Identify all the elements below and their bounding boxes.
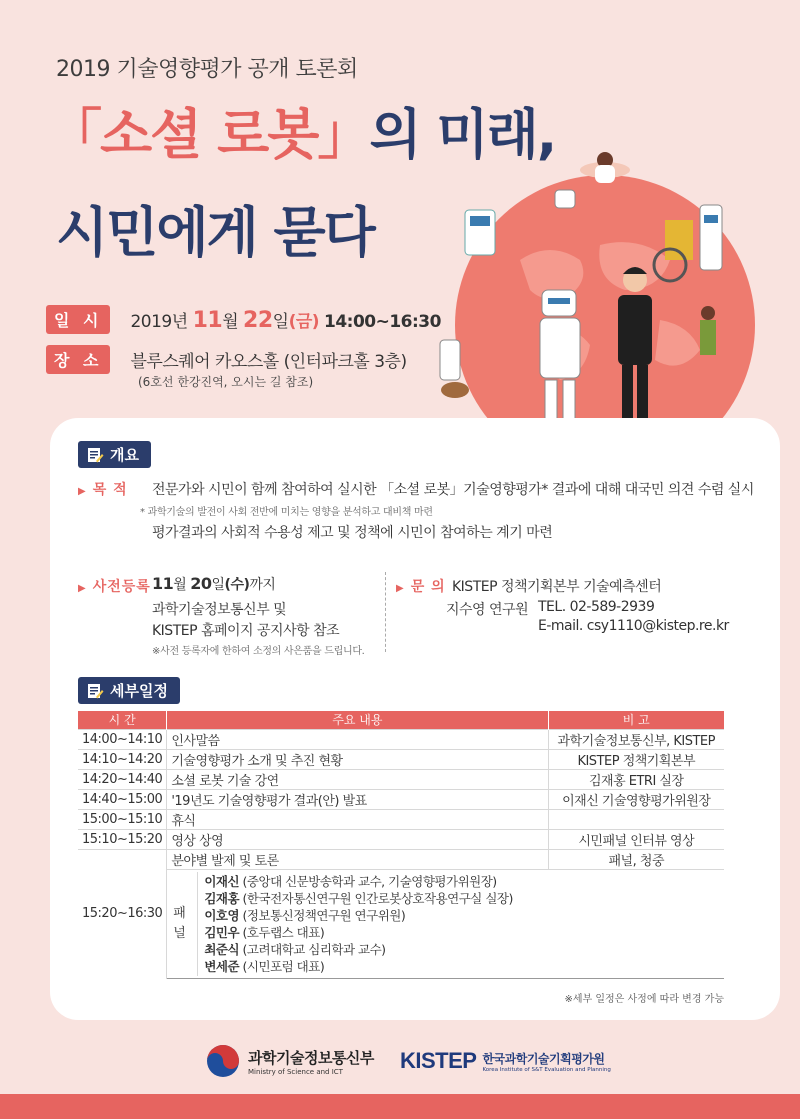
panel-label-1: 패 bbox=[173, 905, 186, 921]
overview-heading-label: 개요 bbox=[110, 446, 139, 464]
event-subtitle: 2019 기술영향평가 공개 토론회 bbox=[56, 57, 358, 82]
msit-logo bbox=[206, 1044, 374, 1078]
bottom-bar bbox=[0, 1094, 800, 1119]
list-item: 김재홍 (한국전자통신연구원 인간로봇상호작용연구실 실장) bbox=[204, 890, 513, 906]
table-row-panel bbox=[78, 869, 724, 978]
col-header-content: 주요 내용 bbox=[167, 711, 548, 729]
taegeuk-icon bbox=[206, 1044, 240, 1078]
triangle-bullet-icon: ▶ bbox=[78, 486, 87, 497]
col-header-time: 시 간 bbox=[78, 711, 167, 729]
man-in-suit-body bbox=[618, 295, 652, 365]
list-item: 최준식 (고려대학교 심리학과 교수) bbox=[204, 941, 386, 957]
wheelchair-person bbox=[665, 220, 693, 260]
row-time: 14:10~14:20 bbox=[78, 749, 167, 769]
service-robot-right bbox=[700, 205, 722, 270]
schedule-heading bbox=[78, 677, 180, 704]
main-title-line2: 시민에게 묻다 bbox=[56, 201, 374, 264]
registration-line2: 과학기술정보통신부 및 bbox=[152, 602, 287, 618]
document-icon bbox=[86, 682, 104, 700]
document-icon bbox=[86, 446, 104, 464]
contact-label: ▶ 문 의 bbox=[396, 579, 446, 595]
date-weekday: (금) bbox=[288, 311, 320, 332]
humanoid-robot-body bbox=[540, 318, 580, 378]
date-month: 11 bbox=[192, 307, 223, 333]
table-row bbox=[78, 829, 724, 849]
walking-man bbox=[700, 320, 716, 355]
overview-heading bbox=[78, 441, 151, 468]
row-time: 14:20~14:40 bbox=[78, 769, 167, 789]
kistep-logo bbox=[400, 1048, 611, 1074]
venue-text: 블루스퀘어 카오스홀 (인터파크홀 3층) bbox=[130, 352, 407, 372]
row-note: 김재홍 ETRI 실장 bbox=[548, 769, 724, 789]
table-header-row bbox=[78, 711, 724, 729]
table-row bbox=[78, 789, 724, 809]
row-content: 휴식 bbox=[167, 809, 548, 829]
contact-org: KISTEP 정책기획본부 기술예측센터 bbox=[452, 579, 662, 595]
col-header-note: 비 고 bbox=[548, 711, 724, 729]
purpose-text: 전문가와 시민이 함께 참여하여 실시한 「소셜 로봇」기술영향평가* 결과에 대해 대국민 의견 수렴 실시 bbox=[152, 482, 754, 498]
msit-name-en: Ministry of Science and ICT bbox=[248, 1067, 343, 1076]
venue-note: (6호선 한강진역, 오시는 길 참조) bbox=[138, 375, 314, 389]
msit-name-ko: 과학기술정보통신부 bbox=[248, 1048, 374, 1067]
list-item: 김민우 (호두랩스 대표) bbox=[204, 924, 325, 940]
registration-note: ※사전 등록자에 한하여 소정의 사은품을 드립니다. bbox=[152, 646, 365, 657]
date-row bbox=[46, 305, 441, 334]
date-day-unit: 일 bbox=[272, 311, 289, 332]
row-time: 15:00~15:10 bbox=[78, 809, 167, 829]
purpose-label: ▶ 목 적 bbox=[78, 482, 128, 498]
venue-row bbox=[46, 345, 407, 374]
seated-woman-body bbox=[595, 165, 615, 183]
triangle-bullet-icon: ▶ bbox=[78, 583, 87, 594]
purpose-footnote: * 과학기술의 발전이 사회 전반에 미치는 영향을 분석하고 대비책 마련 bbox=[140, 507, 433, 518]
schedule-table bbox=[78, 711, 724, 979]
row-time: 14:00~14:10 bbox=[78, 729, 167, 749]
date-day: 22 bbox=[243, 307, 273, 333]
table-row bbox=[78, 809, 724, 829]
date-month-unit: 월 bbox=[222, 311, 239, 332]
registration-label: ▶ 사전등록 bbox=[78, 579, 151, 595]
column-divider bbox=[385, 572, 386, 652]
schedule-footnote: ※세부 일정은 사정에 따라 변경 가능 bbox=[564, 994, 724, 1005]
row-content: 영상 상영 bbox=[167, 829, 548, 849]
date-text bbox=[130, 307, 440, 333]
row-note: 시민패널 인터뷰 영상 bbox=[548, 829, 724, 849]
row-note: KISTEP 정책기획본부 bbox=[548, 749, 724, 769]
row-content: '19년도 기술영향평가 결과(안) 발표 bbox=[167, 789, 548, 809]
title-rest: 의 미래, bbox=[369, 103, 556, 166]
social-robot-illustration bbox=[430, 150, 800, 440]
list-item: 이호영 (정보통신정책연구원 연구위원) bbox=[204, 907, 406, 923]
row-content: 인사말씀 bbox=[167, 729, 548, 749]
date-year: 2019년 bbox=[130, 311, 188, 332]
row-time: 14:40~15:00 bbox=[78, 789, 167, 809]
date-tag: 일 시 bbox=[46, 305, 110, 334]
row-note: 이재신 기술영향평가위원장 bbox=[548, 789, 724, 809]
kistep-mark: KISTEP bbox=[400, 1048, 477, 1073]
registration-date: 11월 20일(수)까지 bbox=[152, 574, 276, 593]
row-note: 과학기술정보통신부, KISTEP bbox=[548, 729, 724, 749]
table-row bbox=[78, 849, 724, 869]
registration-line3: KISTEP 홈페이지 공지사항 참조 bbox=[152, 623, 340, 639]
robot-dog bbox=[555, 190, 575, 208]
row-note bbox=[548, 809, 724, 829]
row-content: 분야별 발제 및 토론 bbox=[167, 849, 548, 869]
table-row bbox=[78, 749, 724, 769]
row-time-panel: 15:20~16:30 bbox=[78, 849, 167, 978]
row-content: 소셜 로봇 기술 강연 bbox=[167, 769, 548, 789]
panel-label bbox=[171, 904, 187, 944]
panel-cell bbox=[167, 869, 724, 978]
title-highlight: 「소셜 로봇」 bbox=[48, 103, 370, 166]
contact-email[interactable]: E-mail. csy1110@kistep.re.kr bbox=[538, 618, 729, 634]
dog-illustration bbox=[441, 382, 469, 398]
list-item: 변세준 (시민포럼 대표) bbox=[204, 958, 325, 974]
panelist-list bbox=[197, 872, 513, 976]
row-note: 패널, 청중 bbox=[548, 849, 724, 869]
table-row bbox=[78, 729, 724, 749]
robot-cart-left bbox=[440, 340, 460, 380]
list-item: 이재신 (중앙대 신문방송학과 교수, 기술영향평가위원장) bbox=[204, 873, 497, 889]
kistep-name-ko: 한국과학기술기획평가원 bbox=[482, 1051, 605, 1066]
row-content: 기술영향평가 소개 및 추진 현황 bbox=[167, 749, 548, 769]
row-time: 15:10~15:20 bbox=[78, 829, 167, 849]
schedule-heading-label: 세부일정 bbox=[110, 682, 168, 700]
triangle-bullet-icon: ▶ bbox=[396, 583, 405, 594]
panel-label-2: 널 bbox=[173, 925, 186, 941]
contact-person: 지수영 연구원 bbox=[446, 602, 529, 618]
kistep-name-en: Korea Institute of S&T Evaluation and Planning bbox=[482, 1066, 611, 1073]
table-row bbox=[78, 769, 724, 789]
venue-tag: 장 소 bbox=[46, 345, 110, 374]
date-time: 14:00~16:30 bbox=[323, 311, 441, 332]
purpose-text-2: 평가결과의 사회적 수용성 제고 및 정책에 시민이 참여하는 계기 마련 bbox=[152, 525, 553, 541]
contact-tel: TEL. 02-589-2939 bbox=[538, 599, 655, 615]
